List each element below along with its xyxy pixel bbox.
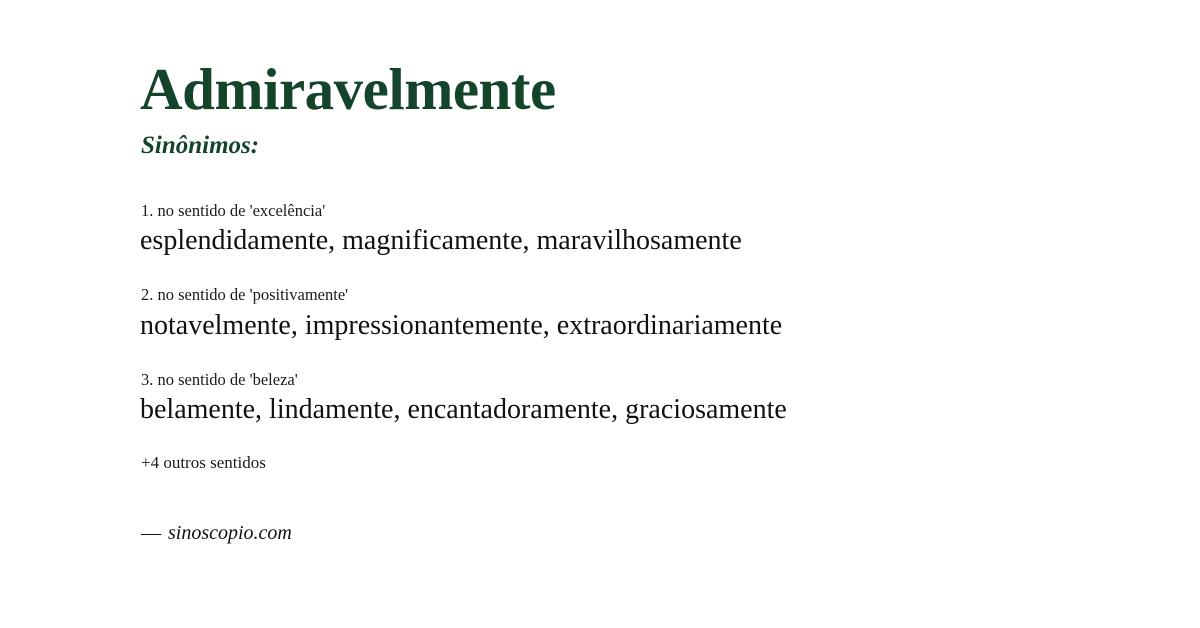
sense-synonyms: esplendidamente, magnificamente, maravilhosamente <box>140 225 742 257</box>
sense-label: 2. no sentido de 'positivamente' <box>141 285 349 305</box>
synonyms-subtitle: Sinônimos: <box>141 131 260 159</box>
sense-synonyms: notavelmente, impressionantemente, extraordinariamente <box>140 309 783 341</box>
list-item <box>140 369 1080 427</box>
sense-label: 3. no sentido de 'beleza' <box>141 369 298 389</box>
senses-list <box>140 200 1080 427</box>
sense-label: 1. no sentido de 'excelência' <box>141 200 326 220</box>
more-senses-note: +4 outros sentidos <box>141 453 266 473</box>
source-name: sinoscopio.com <box>168 522 292 545</box>
em-dash-icon: — <box>141 522 161 545</box>
list-item <box>140 200 1080 258</box>
sense-synonyms: belamente, lindamente, encantadoramente, graciosamente <box>140 394 787 426</box>
source-attribution <box>141 522 1080 545</box>
list-item <box>140 284 1080 342</box>
page-title: Admiravelmente <box>140 56 556 122</box>
